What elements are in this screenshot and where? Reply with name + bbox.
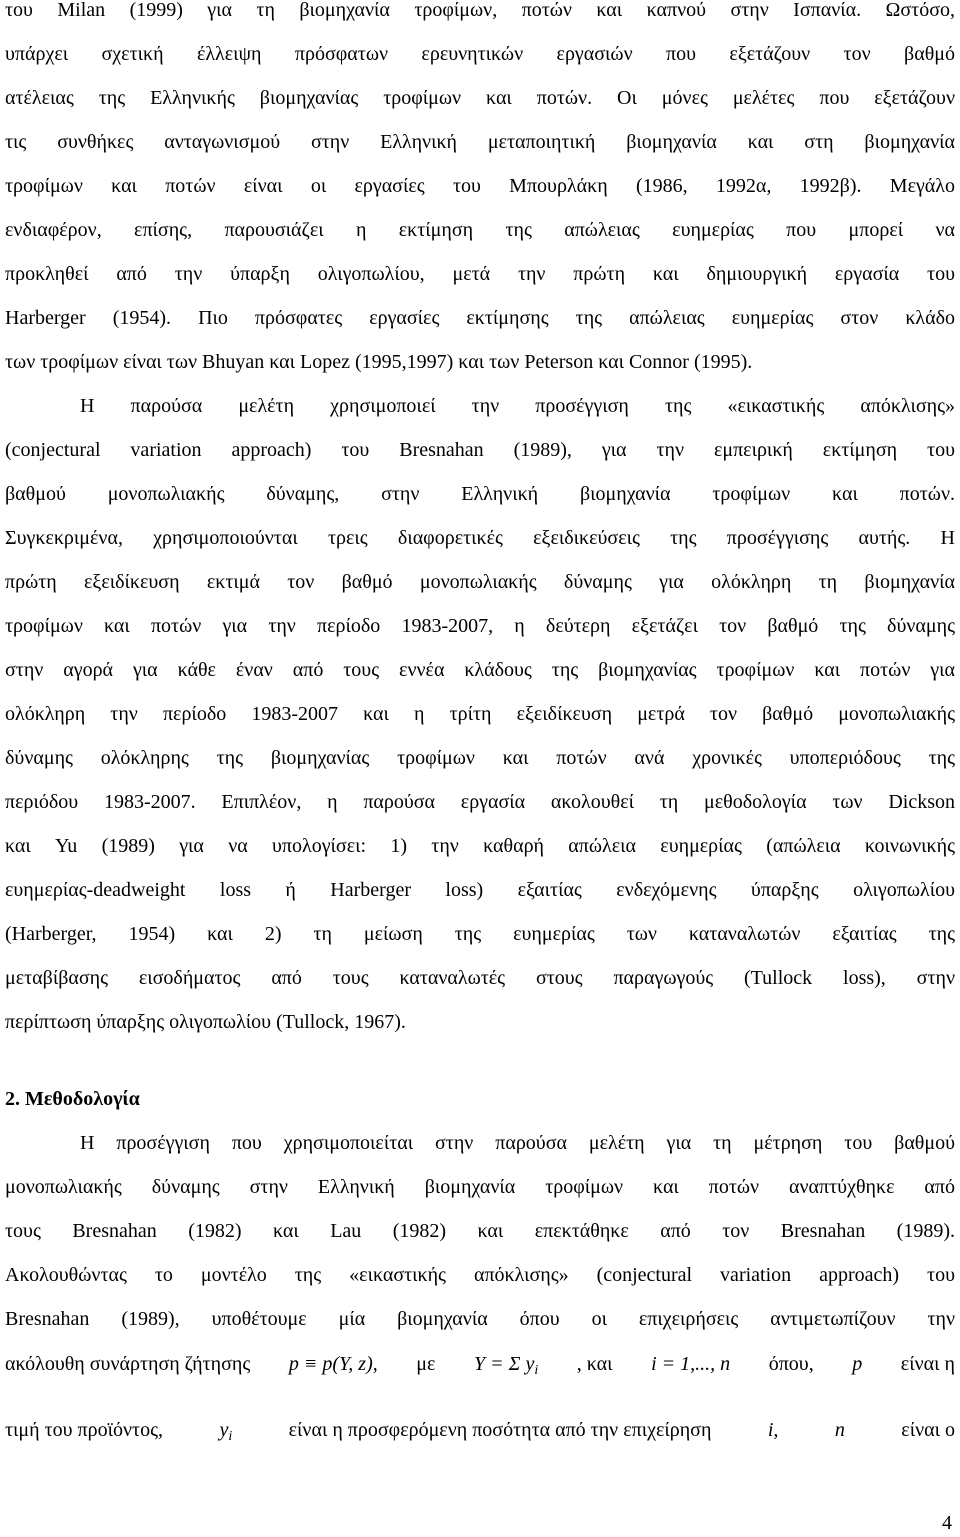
text-line: Η προσέγγιση που χρησιμοποιείται στην παρούσα μελέτη για τη μέτρηση του βαθμού: [80, 1132, 955, 1154]
equation-text: όπου,: [768, 1353, 814, 1375]
text-line: και Yu (1989) για να υπολογίσει: 1) την καθαρή απώλεια ευημερίας (απώλεια κοινωνικής: [5, 835, 955, 857]
text-line: μεταβίβασης εισοδήματος από τους καταναλωτές στους παραγωγούς (Tullock loss), στην: [5, 967, 955, 989]
sum-subscript: i: [534, 1363, 539, 1378]
equation-text: , και: [576, 1353, 613, 1375]
text-line: Ακολουθώντας το μοντέλο της «εικαστικής απόκλισης» (conjectural variation approach) του: [5, 1264, 955, 1286]
text-line: τις συνθήκες ανταγωνισμού στην Ελληνική μεταποιητική βιομηχανία και στη βιομηχανία: [5, 131, 955, 153]
line-text: είναι η προσφερόμενη ποσότητα από την επιχείρηση: [288, 1419, 712, 1441]
text-line: περιόδου 1983-2007. Επιπλέον, η παρούσα εργασία ακολουθεί τη μεθοδολογία των Dickson: [5, 791, 955, 813]
text-line: πρώτη εξειδίκευση εκτιμά τον βαθμό μονοπωλιακής δύναμης για ολόκληρη τη βιομηχανία: [5, 571, 955, 593]
demand-function: p ≡ p(Y, z),: [288, 1353, 378, 1375]
text-line: ολόκληρη την περίοδο 1983-2007 και η τρίτη εξειδίκευση μετρά τον βαθμό μονοπωλιακής: [5, 703, 955, 725]
text-line: ευημερίας-deadweight loss ή Harberger loss) εξαιτίας ενδεχόμενης ύπαρξης ολιγοπωλίου: [5, 879, 955, 901]
text-line: ενδιαφέρον, επίσης, παρουσιάζει η εκτίμηση της απώλειας ευημερίας που μπορεί να: [5, 219, 955, 241]
n-variable: n: [834, 1419, 845, 1441]
text-line: περίπτωση ύπαρξης ολιγοπωλίου (Tullock, 1967).: [5, 1011, 406, 1033]
sum-expression: [474, 1352, 538, 1383]
text-line: Bresnahan (1989), υποθέτουμε μία βιομηχανία όπου οι επιχειρήσεις αντιμετωπίζουν την: [5, 1308, 955, 1330]
text-line: Συγκεκριμένα, χρησιμοποιούνται τρεις διαφορετικές εξειδικεύσεις της προσέγγισης αυτής. Η: [5, 527, 955, 549]
text-line: τροφίμων και ποτών για την περίοδο 1983-2007, η δεύτερη εξετάζει τον βαθμό της δύναμης: [5, 615, 955, 637]
text-line: βαθμού μονοπωλιακής δύναμης, στην Ελληνική βιομηχανία τροφίμων και ποτών.: [5, 483, 955, 505]
index-range: i = 1,..., n: [651, 1353, 731, 1375]
equation-line: [5, 1352, 955, 1383]
text-line: προκληθεί από την ύπαρξη ολιγοπωλίου, μετά την πρώτη και δημιουργική εργασία του: [5, 263, 955, 285]
text-line: δύναμης ολόκληρης της βιομηχανίας τροφίμων και ποτών ανά χρονικές υποπεριόδους της: [5, 747, 955, 769]
sum-formula: Y = Σ y: [473, 1353, 535, 1375]
text-line-with-math: [5, 1418, 955, 1449]
y-variable: y: [219, 1419, 229, 1441]
line-text: είναι ο: [901, 1419, 955, 1441]
equation-lead-text: ακόλουθη συνάρτηση ζήτησης: [5, 1353, 251, 1375]
y-subscript: i: [228, 1429, 233, 1444]
price-variable: p: [852, 1353, 863, 1375]
page-number: 4: [942, 1512, 952, 1534]
text-line: του Milan (1999) για τη βιομηχανία τροφίμων, ποτών και καπνού στην Ισπανία. Ωστόσο,: [5, 0, 955, 21]
section-heading: 2. Μεθοδολογία: [5, 1088, 140, 1110]
equation-text: με: [416, 1353, 436, 1375]
text-line: τους Bresnahan (1982) και Lau (1982) και επεκτάθηκε από τον Bresnahan (1989).: [5, 1220, 955, 1242]
text-line: (Harberger, 1954) και 2) τη μείωση της ευημερίας των καταναλωτών εξαιτίας της: [5, 923, 955, 945]
text-line: τροφίμων και ποτών είναι οι εργασίες του Μπουρλάκη (1986, 1992α, 1992β). Μεγάλο: [5, 175, 955, 197]
text-line: στην αγορά για κάθε έναν από τους εννέα κλάδους της βιομηχανίας τροφίμων και ποτών για: [5, 659, 955, 681]
text-line: ατέλειας της Ελληνικής βιομηχανίας τροφίμων και ποτών. Οι μόνες μελέτες που εξετάζουν: [5, 87, 955, 109]
text-line: μονοπωλιακής δύναμης στην Ελληνική βιομηχανία τροφίμων και ποτών αναπτύχθηκε από: [5, 1176, 955, 1198]
text-line: Harberger (1954). Πιο πρόσφατες εργασίες εκτίμησης της απώλειας ευημερίας στον κλάδο: [5, 307, 955, 329]
text-line: υπάρχει σχετική έλλειψη πρόσφατων ερευνητικών εργασιών που εξετάζουν τον βαθμό: [5, 43, 955, 65]
line-lead-text: τιμή του προϊόντος,: [5, 1419, 163, 1441]
quantity-variable: [219, 1418, 232, 1449]
text-line: των τροφίμων είναι των Bhuyan και Lopez (1995,1997) και των Peterson και Connor (1995).: [5, 351, 753, 373]
equation-text: είναι η: [900, 1353, 955, 1375]
text-line: Η παρούσα μελέτη χρησιμοποιεί την προσέγγιση της «εικαστικής απόκλισης»: [80, 395, 955, 417]
firm-index: i,: [767, 1419, 779, 1441]
text-line: (conjectural variation approach) του Bresnahan (1989), για την εμπειρική εκτίμηση του: [5, 439, 955, 461]
